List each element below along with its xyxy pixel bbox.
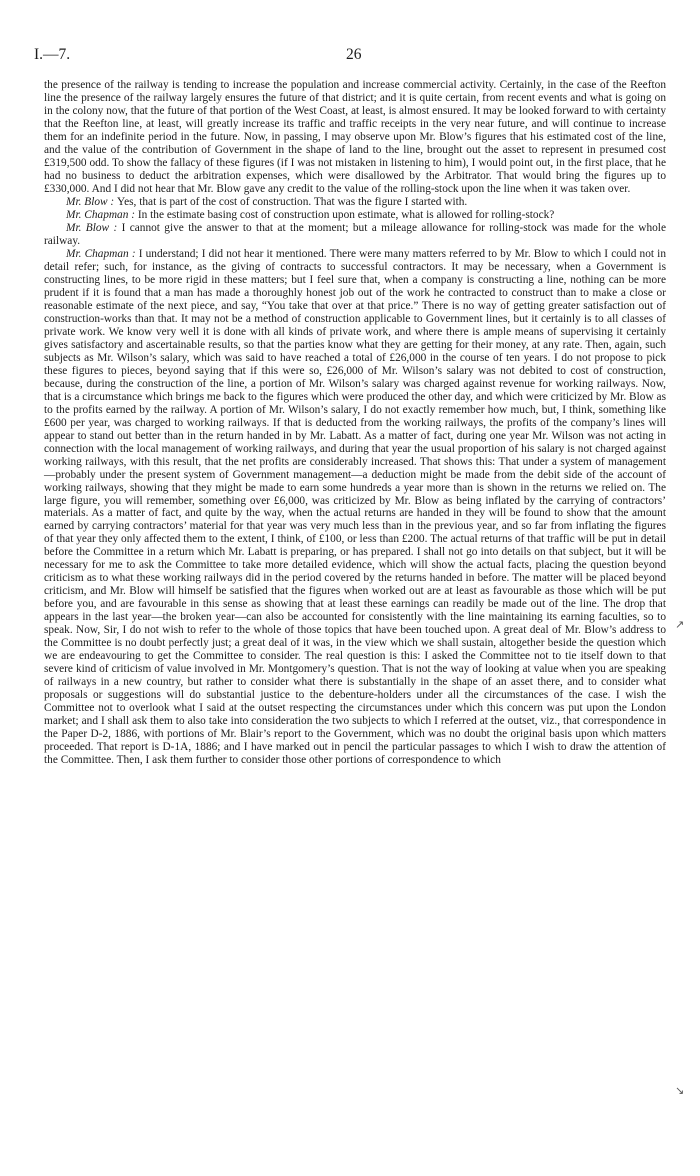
document-reference: I.—7. — [34, 46, 71, 63]
body-text — [44, 79, 666, 767]
scan-mark: ↘ — [675, 1084, 685, 1097]
paragraph-text: I cannot give the answer to that at the moment; but a mileage allowance for rolling-stock was made for the whole railway. — [44, 221, 666, 247]
paragraph-chapman-address — [44, 248, 666, 767]
scan-mark: ↗ — [675, 618, 685, 631]
paragraph-text: I understand; I did not hear it mentioned. There were many matters referred to by Mr. Blow to which I could not in detail refer; such, for instance, as the giving of contracts to successful contractors. It may be necessary, when a Government is constructing lines, to be more rigid in these matters; but I feel sure that, when a company is constructing a line, nothing can be more prudent if it is found that a man has made a thoroughly honest job out of the work he contracted to construct than to make a close or reasonable estimate of the next piece, and say, “You take that over at that price.” There is no way of getting greater satisfaction out of construction-works than that. It may not be a method of construction applicable to Government lines, but it certainly is to all classes of private work. We know very well it is done with all kinds of private work, and where there is ample means of supervising it certainly gives satisfactory and ascertainable results, so that the parties know what they are getting for their money, at any rate. Then, again, such subjects as Mr. Wilson’s salary, which was said to have reached a total of £26,000 in the course of ten years. I do not propose to pick these figures to pieces, beyond saying that if this were so, £26,000 of Mr. Wilson’s salary was not debited to cost of construction, because, during the construction of the line, a portion of Mr. Wilson’s salary was charged against revenue for working railways. Now, that is a circumstance which brings me back to the figures which were produced the other day, and which were criticized by Mr. Blow as to the profits earned by the railway. A portion of Mr. Wilson’s salary, I do not exactly remember how much, but, I think, something like £600 per year, was charged to working railways. If that is deducted from the working railways, the profits of the company’s lines will appear to stand out better than in the return handed in by Mr. Labatt. As a matter of fact, during one year Mr. Wilson was not acting in connection with the local management of working railways, and during that year the usual proportion of his salary is not charged against working railways, with this result, that the net profits are considerably increased. That shows this: That under a system of management—probably under the present system of Government management—a deduction might be made from the debit side of the account of working railways, showing that they might be made to earn some hundreds a year more than is shown in the returns we relied on. The large figure, you will remember, something over £6,000, was criticized by Mr. Blow as being inflated by the carrying of contractors’ materials. As a matter of fact, and quite by the way, when the actual returns are handed in they will be found to show that the amount earned by carrying contractors’ material for that year was very much less than in the previous year, and so far from inflating the figures of that year they only affected them to the extent, I think, of £100, or less than £200. The actual returns of that traffic will be put in detail before the Committee in a return which Mr. Labatt is preparing, or has prepared. I shall not go into details on that subject, but it will be necessary for me to ask the Committee to take more detailed evidence, which will show the actual facts, placing the question beyond criticism as to what these working railways did in the period covered by the returns handed in before. The matter will be placed beyond criticism, and Mr. Blow will himself be satisfied that the figures when worked out are at least as favourable as those which will be put before you, and are favourable in this sense as showing that at least these earnings can readily be made out of the line. The drop that appears in the last year—the broken year—can also be accounted for consistently with the line maintaining its earning faculties, so to speak. Now, Sir, I do not wish to refer to the whole of those topics that have been touched upon. A great deal of Mr. Blow’s address to the Committee is no doubt perfectly just; a great deal of it was, in the view which we shall sustain, altogether beside the question which we are endeavouring to get the Committee to consider. The real question is this: I asked the Committee not to tie itself down to that severe kind of criticism of value involved in Mr. Montgomery’s question. That is not the way of looking at value when you are speaking of railways in a new country, but rather to consider what there is substantially in the shape of an asset there, and to consider what proposals or suggestions will do substantial justice to the debenture-holders under all the circumstances of the case. I wish the Committee not to overlook what I said at the outset respecting the circumstances under which this concern was put upon the London market; and I shall ask them to also take into consideration the two subjects to which I referred at the outset, viz., that correspondence in the Paper D-2, 1886, with portions of Mr. Blair’s report to the Government, which was no doubt the original basis upon which matters proceeded. That report is D-1A, 1886; and I have marked out in pencil the particular passages to which I wish to draw the attention of the Committee. Then, I ask them further to consider those other portions of correspondence to which — [44, 247, 666, 767]
speaker-label: Mr. Chapman : — [66, 208, 138, 221]
paragraph-text: Yes, that is part of the cost of construction. That was the figure I started with. — [117, 195, 468, 208]
paragraph-text: the presence of the railway is tending to increase the population and increase commercial activity. Certainly, in the case of the Reefton line the presence of the railway largely ensures the future of that district; and it is quite certain, from recent events and what is going on in the colony now, that the future of that portion of the West Coast, at least, is almost ensured. It may be looked forward to with certainty that the Reefton line, at least, will greatly increase its traffic and traffic receipts in the very near future, and will continue to increase them for an indefinite period in the future. Now, in passing, I may observe upon Mr. Blow’s figures that his estimated cost of the line, and the value of the contribution of Government in the shape of land to the line, brought out the asset to represent in presumed cost £319,500 odd. To show the fallacy of these figures (if I was not mistaken in listening to him), I would point out, in the first place, that he had no business to deduct the arbitration expenses, which were disallowed by the Arbitrator. That would bring the figures up to £330,000. And I did not hear that Mr. Blow gave any credit to the value of the rolling-stock upon the line when it was taken over. — [44, 79, 666, 195]
paragraph-text: In the estimate basing cost of construction upon estimate, what is allowed for rolling-stock? — [137, 208, 555, 221]
speaker-label: Mr. Chapman : — [66, 247, 139, 260]
page-header — [34, 46, 674, 70]
paragraph-blow-answer — [44, 222, 666, 248]
speaker-label: Mr. Blow : — [66, 195, 118, 208]
paragraph-blow-reply — [44, 196, 666, 209]
speaker-label: Mr. Blow : — [66, 221, 122, 234]
paragraph-chapman-question — [44, 209, 666, 222]
page-number: 26 — [346, 46, 362, 63]
paragraph-continuation — [44, 79, 666, 196]
